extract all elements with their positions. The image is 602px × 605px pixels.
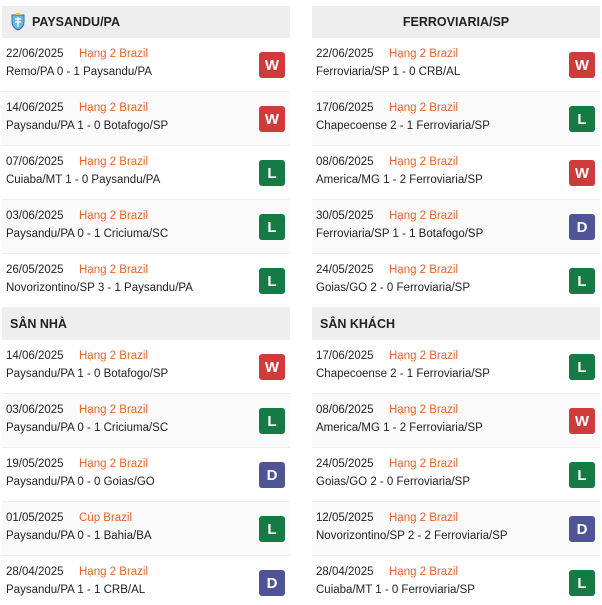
match-date: 28/04/2025 <box>316 566 374 578</box>
panel-title: FERROVIARIA/SP <box>402 15 510 29</box>
match-league: Hạng 2 Brazil <box>79 210 149 222</box>
result-badge: L <box>259 408 285 434</box>
match-league: Hạng 2 Brazil <box>389 48 459 60</box>
match-date: 07/06/2025 <box>6 156 64 168</box>
match-score: Paysandu/PA 1 - 0 Botafogo/SP <box>6 120 169 132</box>
match-league: Hạng 2 Brazil <box>389 350 459 362</box>
result-badge: L <box>569 570 595 596</box>
match-date: 01/05/2025 <box>6 512 64 524</box>
match-row[interactable] <box>312 254 600 308</box>
match-score: Paysandu/PA 1 - 1 CRB/AL <box>6 584 146 596</box>
result-badge: W <box>259 106 285 132</box>
result-badge: L <box>259 160 285 186</box>
match-score: Cuiaba/MT 1 - 0 Ferroviaria/SP <box>316 584 475 596</box>
match-date: 03/06/2025 <box>6 404 64 416</box>
match-score: America/MG 1 - 2 Ferroviaria/SP <box>316 422 483 434</box>
match-score: America/MG 1 - 2 Ferroviaria/SP <box>316 174 483 186</box>
match-row[interactable] <box>312 38 600 92</box>
result-badge: D <box>259 570 285 596</box>
result-badge: L <box>569 268 595 294</box>
match-date: 03/06/2025 <box>6 210 64 222</box>
match-score: Chapecoense 2 - 1 Ferroviaria/SP <box>316 368 490 380</box>
panel-header <box>2 308 290 340</box>
result-badge: L <box>259 268 285 294</box>
match-date: 17/06/2025 <box>316 102 374 114</box>
match-league: Hạng 2 Brazil <box>389 156 459 168</box>
match-score: Goias/GO 2 - 0 Ferroviaria/SP <box>316 476 471 488</box>
match-row[interactable] <box>2 146 290 200</box>
match-league: Hạng 2 Brazil <box>79 48 149 60</box>
match-date: 08/06/2025 <box>316 404 374 416</box>
result-badge: D <box>569 214 595 240</box>
match-score: Novorizontino/SP 3 - 1 Paysandu/PA <box>6 282 193 294</box>
team-form-panel-ferroviaria <box>312 6 600 308</box>
match-row[interactable] <box>312 146 600 200</box>
match-date: 12/05/2025 <box>316 512 374 524</box>
result-badge: W <box>569 52 595 78</box>
match-row[interactable] <box>2 340 290 394</box>
result-badge: D <box>569 516 595 542</box>
match-league: Hạng 2 Brazil <box>79 102 149 114</box>
result-badge: L <box>569 106 595 132</box>
match-date: 24/05/2025 <box>316 458 374 470</box>
match-date: 26/05/2025 <box>6 264 64 276</box>
away-form-panel <box>312 308 600 605</box>
result-badge: W <box>259 52 285 78</box>
match-date: 14/06/2025 <box>6 102 64 114</box>
match-league: Hạng 2 Brazil <box>389 102 459 114</box>
match-date: 22/06/2025 <box>6 48 64 60</box>
match-score: Paysandu/PA 0 - 1 Criciuma/SC <box>6 228 169 240</box>
match-score: Cuiaba/MT 1 - 0 Paysandu/PA <box>6 174 161 186</box>
result-badge: L <box>259 516 285 542</box>
match-league: Hạng 2 Brazil <box>389 404 459 416</box>
home-form-panel <box>2 308 290 605</box>
match-league: Hạng 2 Brazil <box>389 210 459 222</box>
panel-title: SÂN KHÁCH <box>320 317 395 331</box>
match-row[interactable] <box>2 200 290 254</box>
match-row[interactable] <box>2 556 290 605</box>
match-row[interactable] <box>2 394 290 448</box>
panel-header <box>2 6 290 38</box>
result-badge: L <box>259 214 285 240</box>
match-score: Paysandu/PA 0 - 1 Criciuma/SC <box>6 422 169 434</box>
match-row[interactable] <box>312 556 600 605</box>
match-score: Paysandu/PA 0 - 1 Bahia/BA <box>6 530 152 542</box>
match-league: Hạng 2 Brazil <box>389 458 459 470</box>
team-crest-icon <box>10 13 26 31</box>
result-badge: L <box>569 354 595 380</box>
match-league: Hạng 2 Brazil <box>79 458 149 470</box>
match-date: 17/06/2025 <box>316 350 374 362</box>
match-score: Paysandu/PA 1 - 0 Botafogo/SP <box>6 368 169 380</box>
match-league: Hạng 2 Brazil <box>79 404 149 416</box>
panel-title: SÂN NHÀ <box>10 317 67 331</box>
match-row[interactable] <box>312 394 600 448</box>
result-badge: W <box>569 160 595 186</box>
match-row[interactable] <box>2 254 290 308</box>
match-score: Novorizontino/SP 2 - 2 Ferroviaria/SP <box>316 530 508 542</box>
result-badge: D <box>259 462 285 488</box>
match-row[interactable] <box>312 200 600 254</box>
match-score: Remo/PA 0 - 1 Paysandu/PA <box>6 66 152 78</box>
match-score: Ferroviaria/SP 1 - 0 CRB/AL <box>316 66 461 78</box>
match-league: Hạng 2 Brazil <box>389 512 459 524</box>
result-badge: W <box>259 354 285 380</box>
match-row[interactable] <box>2 448 290 502</box>
result-badge: W <box>569 408 595 434</box>
match-date: 28/04/2025 <box>6 566 64 578</box>
match-score: Goias/GO 2 - 0 Ferroviaria/SP <box>316 282 471 294</box>
match-row[interactable] <box>2 38 290 92</box>
match-date: 19/05/2025 <box>6 458 64 470</box>
match-date: 14/06/2025 <box>6 350 64 362</box>
panel-header <box>312 308 600 340</box>
match-league: Hạng 2 Brazil <box>389 566 459 578</box>
match-row[interactable] <box>2 502 290 556</box>
match-league: Hạng 2 Brazil <box>389 264 459 276</box>
match-league: Hạng 2 Brazil <box>79 264 149 276</box>
match-date: 24/05/2025 <box>316 264 374 276</box>
match-league: Hạng 2 Brazil <box>79 156 149 168</box>
match-date: 22/06/2025 <box>316 48 374 60</box>
match-league: Hạng 2 Brazil <box>79 566 149 578</box>
match-score: Ferroviaria/SP 1 - 1 Botafogo/SP <box>316 228 484 240</box>
match-row[interactable] <box>312 448 600 502</box>
match-score: Paysandu/PA 0 - 0 Goias/GO <box>6 476 155 488</box>
panel-header <box>312 6 600 38</box>
match-date: 08/06/2025 <box>316 156 374 168</box>
match-score: Chapecoense 2 - 1 Ferroviaria/SP <box>316 120 490 132</box>
team-form-panel-paysandu <box>2 6 290 308</box>
result-badge: L <box>569 462 595 488</box>
match-row[interactable] <box>312 340 600 394</box>
match-row[interactable] <box>312 92 600 146</box>
match-row[interactable] <box>312 502 600 556</box>
match-league: Hạng 2 Brazil <box>79 350 149 362</box>
panel-title: PAYSANDU/PA <box>32 15 120 29</box>
match-row[interactable] <box>2 92 290 146</box>
match-league: Cúp Brazil <box>79 512 133 524</box>
match-date: 30/05/2025 <box>316 210 374 222</box>
